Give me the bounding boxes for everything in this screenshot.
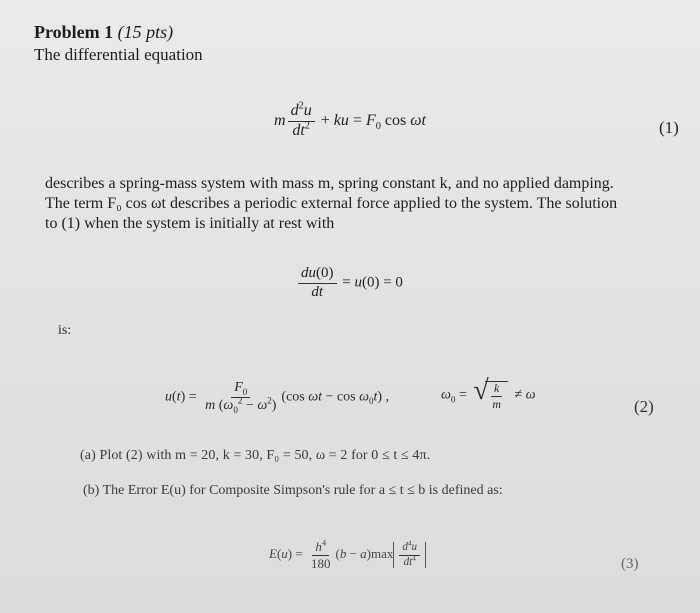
equation-3-number: (3) xyxy=(621,556,639,572)
description-line-2: The term F₀ cos ωt describes a periodic external force applied to the system. The solution xyxy=(45,195,618,212)
equation-2-omega0: $\omega_0$ = √ $\frac{k}{m}$ ≠ ω xyxy=(441,375,536,411)
initial-condition: $\frac{du(0)}{dt}$ = u(0) = 0 xyxy=(296,266,403,301)
is-label: is: xyxy=(58,323,72,338)
equation-1: m $\frac{d^2u}{dt^2}$ + ku = $F_0$ cos ωt xyxy=(274,100,426,139)
part-a: (a) Plot (2) with m = 20, k = 30, F₀ = 50, ω = 2 for 0 ≤ t ≤ 4π. xyxy=(80,448,431,463)
part-b: (b) The Error E(u) for Composite Simpson's rule for a ≤ t ≤ b is defined as: xyxy=(83,483,503,498)
problem-points: (15 pts) xyxy=(117,22,174,42)
description-paragraph xyxy=(45,174,617,234)
problem-intro: The differential equation xyxy=(34,45,203,64)
equation-1-number: (1) xyxy=(659,118,679,137)
problem-heading xyxy=(34,22,173,43)
description-line-1: describes a spring-mass system with mass m, spring constant k, and no applied damping. xyxy=(45,175,614,192)
equation-2-number: (2) xyxy=(634,397,654,416)
problem-title: Problem 1 xyxy=(34,22,114,42)
description-line-3: to (1) when the system is initially at rest with xyxy=(45,215,335,232)
equation-3-error: E(u) = $\frac{h^4}{180}$ (b − a)max $\frac{d^4u}{dt^4}$ xyxy=(269,540,426,570)
equation-2-solution: u(t) = $\frac{F_0}{m (\omega_0^2 - \omega^2)}$ (cos $\omega t - \cos \omega_0t$) , xyxy=(165,380,390,415)
